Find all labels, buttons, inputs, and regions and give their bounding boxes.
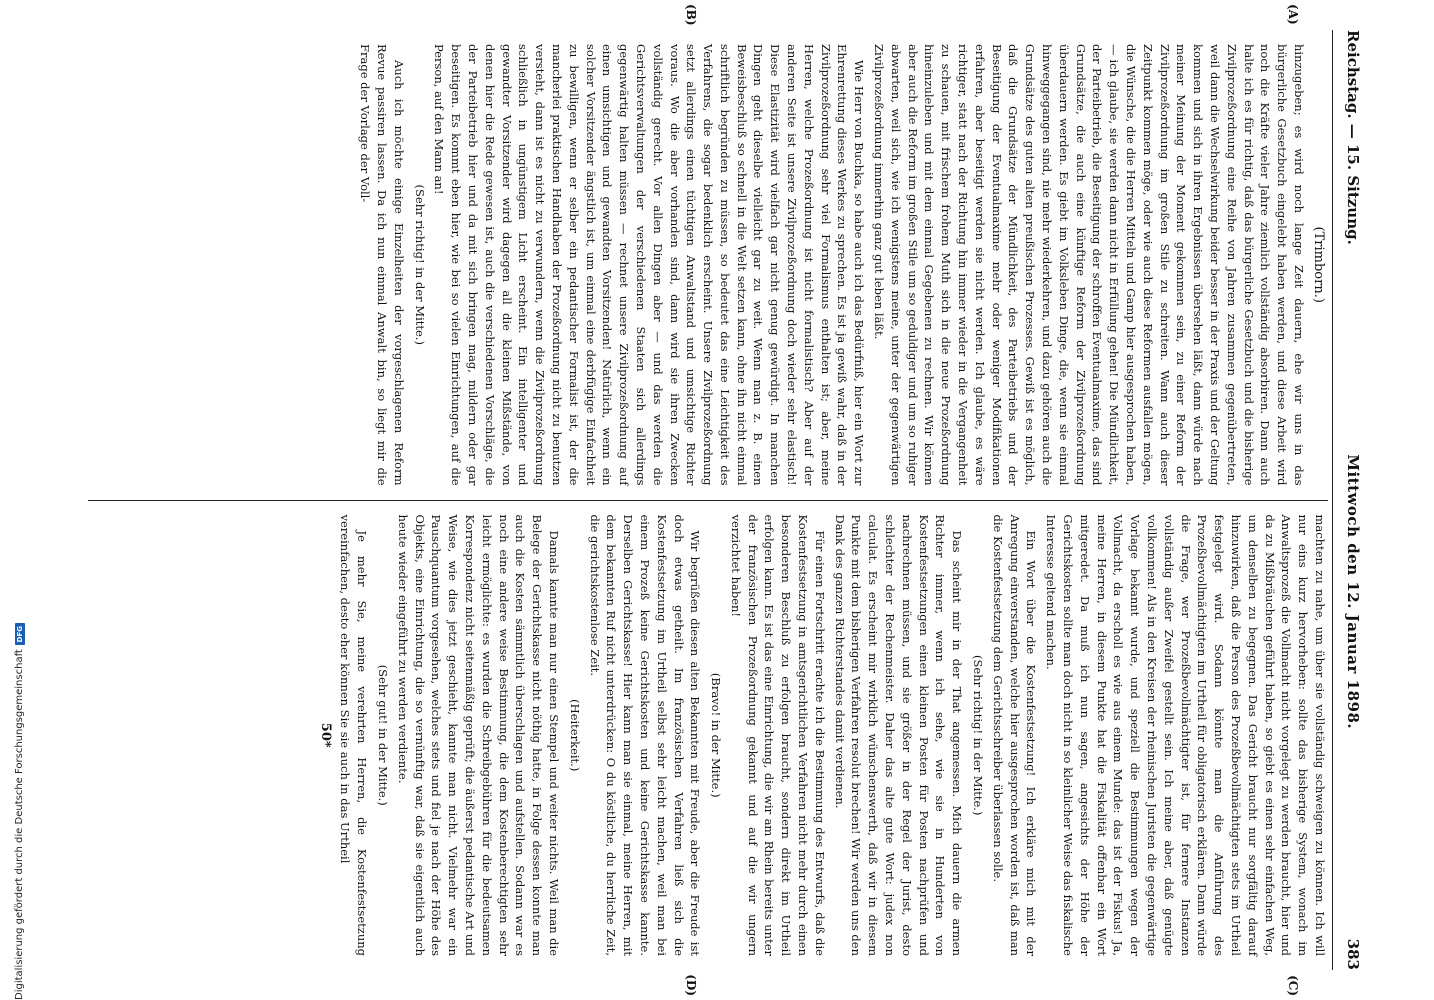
sheet-signature: 50* [317,722,333,748]
margin-marker-b: (B) [684,4,698,26]
header-date: Mittwoch den 12. Januar 1898. [1344,454,1362,730]
margin-marker-d: (D) [684,974,698,996]
interjection: (Bravo! in der Mitte.) [709,672,724,798]
right-paragraph-4: Für einen Fortschritt erachte ich die Bestimmung des Entwurfs, daß die Kostenfestsetzung in amtsgerichtlichen Verfahren nicht mehr durch einen besonderen Beschluß zu erfolgen braucht, sondern direkt im Urtheil erfolgen kann. Es ist das eine Einrichtung, die wir am Rhein bereits unter der französischen Prozeßordnung gekannt und auf die wir ungern verzichtet haben! [728,514,827,956]
dfg-logo: DFG [15,623,25,645]
interjection: (Heiterkeit.) [567,699,582,772]
right-paragraph-2: Ein Wort über die Kostenfestsetzung! Ich erkläre mich mit der Anregung einverstanden, welche hier ausgesprochen worden ist, daß man die Kostenfestsetzung dem Gerichtsschreiber überlassen solle. [990,514,1039,956]
digitization-credit [14,400,25,1000]
text-columns [88,4,1328,996]
left-paragraph-1: hinzugeben; es wird noch lange Zeit dauern, ehe wir uns in das bürgerliche Gesetzbuch eingelebt haben werden, und diese Arbeit wird noch die Kräfte vieler Jahre ziemlich vollständig absorbiren. Dann auch halte ich es für richtig, daß das bürgerliche Gesetzbuch und die bisherige Zivilprozeßordnung eine Reihe von Jahren zusammen gegenübertreten, weil dann die Wechselwirkung beider besser in der Praxis und der Geltung kommen und sich in ihren Ergebnissen übersehen läßt, dann würde nach meiner Meinung der Moment gekommen sein, zu einer Reform der Zivilprozeßordnung im großen Stile zu schreiten. Wann auch dieser Zeitpunkt kommen möge, oder wie auch diese Reformen ausfallen mögen, die Wünsche, die die Herren Mitteln und Gamp hier ausgesprochen haben, — ich glaube, sie werden dann nicht in Erfüllung gehen! Die Mündlichkeit, der Parteibetrieb, die Beseitigung der schroffen Eventualmaxime, das sind Grundsätze, die auch eine künftige Reform der Zivilprozeßordnung überdauern werden. Es giebt im Volksleben Dinge, die, wenn sie einmal hinweggegangen sind, nie mehr wiederkehren, und dazu gehören auch die Grundsätze des guten alten preußischen Prozesses. Gewiß ist es möglich, daß die Grundsätze der Mündlichkeit, des Parteibetriebs und der Beseitigung der Eventualmaxime mehr oder weniger Modifikationen erfahren, aber beseitigt werden sie nicht werden. Ich glaube, es wäre richtiger, statt nach der Richtung hin immer wieder in die Vergangenheit zu schauen, mit frischem frohem Muth sich in die neue Prozeßordnung hineinzuleben und mit dem einmal Gegebenen zu rechnen. Wir können aber auch die Reform im großen Stile um so geduldiger und um so ruhiger abwarten, weil sich, wie ich wenigstens meine, unter der gegenwärtigen Zivilprozeßordnung immerhin ganz gut leben läßt. [872,44,1306,486]
left-column [88,4,1328,501]
right-paragraph-6: Damals kannte man nur einen Stempel und weiter nichts. Weil man die Belege der Gerichtskasse nicht nöthig hatte, in Folge dessen konnte man auch die Kosten sämmtlich überschlagen und aufstellen. Sodann war es noch eine andere weise Bestimmung, die dem Kostenberechtigten sehr leicht ermöglichte: es wurden die Schreibgebühren für die bedeutsamen Korrespondenz nicht seitenmäßig geprüft; die äußerst pedantische Art und Weise, wie dies jetzt geschieht, kannte man nicht. Vielmehr war ein Pauschquantum vorgesehen, welches stets und fiel je nach der Höhe des Objekts, eine Einrichtung, die so vernünftig war, daß sie eigentlich auch heute wieder eingeführt zu werden verdiente. [395,514,561,956]
right-paragraph-1: machten zu nahe, um über sie vollständig schweigen zu können. Ich will nur eins kurz hervorheben: sollte das bisherige System, wonach im Anwaltsprozeß die Vollmacht nicht vorgelegt zu werden braucht, hier und da zu Mißbräuchen geführt haben, so giebt es einen sehr einfachen Weg, um denselben zu begegnen. Das Gericht braucht nur sorgfältig darauf hinzuwirken, daß die Person des Prozeßbevollmächtigten stets im Urtheil festgelegt wird. Sodann könnte man die Anführung des Prozeßbevollmächtigten im Urtheil für obligatorisch erklären. Dann würde die Frage, wer Prozeßbevollmächtigter ist, für fernere Instanzen vollständig außer Zweifel gestellt sein. Ich meine aber, daß genügte vollkommen! Als in den Kreisen der rheinischen Juristen die gegenwärtige Vorlage bekannt wurde, und speziell die Bestimmungen wegen der Vollmacht, da erscholl es wie aus einem Munde: das ist der Fiskus! Ja, meine Herren, in diesem Punkte hat die Fiskalität offenbar ein Wort mitgeredet. Da muß ich nun sagen, angesichts der Höhe der Gerichtskosten sollte man doch nicht in so kleinlicher Weise das fiskalische Interesse geltend machen. [1044,514,1327,956]
page-number: 383 [1344,938,1362,970]
left-paragraph-3: Auch ich möchte einige Einzelheiten der vorgeschlagenen Reform Revue passiren lassen. Da ich nun einmal Anwalt bin, so liegt mir die Frage der Vorlage der Voll- [358,44,406,486]
speaker-name: (Trimborn.) [1311,226,1326,303]
document-page [10,0,1370,1000]
running-head [1332,30,1362,970]
interjection: (Sehr richtig! in der Mitte.) [971,655,986,816]
left-paragraph-2: Wie Herr von Buchka, so habe auch ich das Bedürfniß, hier ein Wort zur Ehrenrettung dieses Werkes zu sprechen. Es ist ja gewiß wahr, daß in der Zivilprozeßordnung sehr viel Formalismus enthalten ist; aber, meine Herren, welche Prozeßordnung ist nicht formalistisch? Aber auf der anderen Seite ist unsere Zivilprozeßordnung doch wieder sehr elastisch! Diese Elastizität wird vielfach gar nicht genug gewürdigt. In manchen Dingen geht dieselbe vielleicht gar zu weit. Wenn man z. B. einen Beweisbeschluß so schnell in die Welt setzen kann, ohne ihn nicht einmal schriftlich begründen zu müssen, so bedeutet das eine Leichtigkeit des Verfahrens, die sogar bedenklich erscheint. Unsere Zivilprozeßordnung setzt allerdings einen tüchtigen Anwaltstand und umsichtige Richter voraus. Wo die aber vorhanden sind, dann wird sie ihren Zwecken vollständig gerecht. Vor allen Dingen aber — und das werden die Gerichtsverwaltungen der verschiedenen Staaten sich allerdings gegenwärtig halten müssen — rechnet unsere Zivilprozeßordnung auf einen umsichtigen und gewandten Vorsitzenden! Natürlich, wenn ein solcher Vorsitzender ängstlich ist, um einmal eine derbfügige Einfachheit zu bewilligen, wenn er selber ein pedantischer Formalist ist, der die mancherlei praktischen Handhaben der Prozeßordnung nicht zu benutzen versteht, dann ist es nicht zu verwundern, wenn die Zivilprozeßordnung schließlich in ungünstigem Licht erscheint. Ein intelligenter und gewandter Vorsitzender wird dagegen all die kleinen Mißstände, von denen hier die Rede gewesen ist, auch die verschiedenen Vorschläge, die der Parteibetrieb hier und da mit sich bringen mag, mildern oder gar beseitigen. Es kommt eben hier, wie bei so vielen Einrichtungen, auf die Person, auf den Mann an! [432,44,867,486]
interjection: (Sehr richtig! in der Mitte.) [412,184,427,345]
interjection: (Sehr gut! in der Mitte.) [375,664,390,806]
margin-marker-c: (C) [1286,975,1300,996]
credit-text: Digitalisierung gefördert durch die Deutsche Forschungsgemeinschaft [14,649,25,1000]
margin-marker-a: (A) [1286,4,1300,25]
right-paragraph-3: Das scheint mir in der That angemessen. Mich dauern die armen Richter immer, wenn ich sehe, wie sie in Hunderten von Kostenfestsetzungen einen kleinen Posten für Posten nachprüfen und nachrechnen müssen, und sie größer in der Regel der Jurist, desto schlechter der Rechenmeister. Daher das alte gute Wort: judex non calculat. Es erscheint mir wirklich wünschenswerth, daß wir in diesem Punkte mit dem bisherigen Verfahren resolut brechen! Wir werden uns den Dank des ganzen Richterstandes damit verdienen. [832,514,965,956]
header-left: Reichstag. — 15. Sitzung. [1344,30,1362,245]
right-paragraph-5: Wir begrüßen diesen alten Bekannten mit Freude, aber die Freude ist doch etwas getheilt. Im französischen Verfahren ließ sich die Kostenfestsetzung im Urtheil selbst sehr leicht machen, weil man bei einem Prozeß keine Gerichtskosten und keine Gerichtskasse kannte. Derselben Gerichtskasse! Hier kann man sie einmal, meine Herren, mit dem bekannten Ruf nicht unterdrücken: O du köstliche, du herrliche Zeit, die gerichtskostenlose Zeit. [587,514,703,956]
right-paragraph-7: Je mehr Sie, meine verehrten Herren, die Kostenfestsetzung vereinfachen, desto eher können Sie sie auch in das Urtheil [338,514,370,956]
right-column [88,501,1328,996]
